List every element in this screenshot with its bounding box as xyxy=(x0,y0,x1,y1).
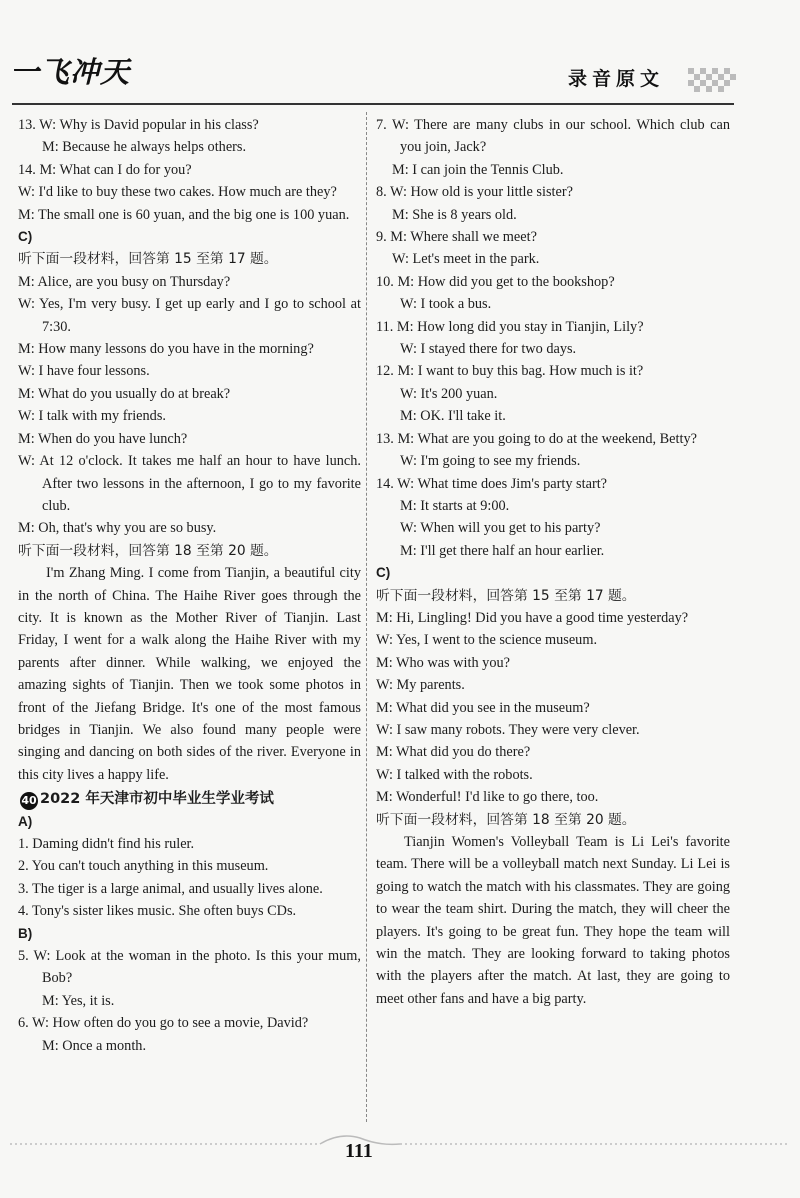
section-number-badge: 40 xyxy=(20,792,38,810)
transcript-line: M: Once a month. xyxy=(42,1037,147,1054)
footer-ornament xyxy=(0,1128,800,1168)
transcript-line: M: She is 8 years old. xyxy=(392,206,517,223)
header-rule xyxy=(12,103,734,105)
transcript-line: M: Hi, Lingling! Did you have a good time yesterday? xyxy=(376,609,689,626)
transcript-line: A) xyxy=(18,813,33,829)
transcript-line: M: Because he always helps others. xyxy=(42,139,247,156)
left-transcript-2 xyxy=(18,811,361,1057)
transcript-line: M: OK. I'll take it. xyxy=(400,408,506,425)
transcript-line: W: I saw many robots. They were very clever. xyxy=(376,721,640,738)
transcript-line: W: When will you get to his party? xyxy=(400,520,601,537)
transcript-line: 5. W: Look at the woman in the photo. Is this your mum, Bob? xyxy=(18,948,361,987)
transcript-line: 8. W: How old is your little sister? xyxy=(376,184,573,201)
transcript-line: I'm Zhang Ming. I come from Tianjin, a beautiful city in the north of China. The Haihe River goes through the city. It is known as the Mother River of Tianjin. Last Friday, I went for a walk along the Haihe River with my parents after dinner. While walking, we enjoyed the amazing sights of Tianjin. Then we took some photos in front of the Jiefang Bridge. It's one of the most famous bridges in Tianjin. We also found many people were singing and dancing on both sides of the river. Everyone in this city lives a happy life. xyxy=(18,565,361,783)
transcript-line: W: Yes, I'm very busy. I get up early and I go to school at 7:30. xyxy=(18,296,361,335)
transcript-line: 14. M: What can I do for you? xyxy=(18,161,192,178)
checker-ornament-icon xyxy=(686,66,736,100)
transcript-line: M: Wonderful! I'd like to go there, too. xyxy=(376,789,599,806)
transcript-line: 听下面一段材料，回答第 15 至第 17 题。 xyxy=(18,251,278,268)
page-header xyxy=(0,0,800,110)
transcript-line: W: I stayed there for two days. xyxy=(400,341,577,358)
exam-section-title xyxy=(18,788,361,810)
transcript-line: W: Let's meet in the park. xyxy=(392,251,540,268)
transcript-line: M: Yes, it is. xyxy=(42,992,115,1009)
right-transcript xyxy=(376,114,730,1010)
transcript-line: W: I talked with the robots. xyxy=(376,766,533,783)
transcript-line: 听下面一段材料，回答第 18 至第 20 题。 xyxy=(376,811,636,828)
transcript-line: W: My parents. xyxy=(376,677,465,694)
transcript-line: 14. W: What time does Jim's party start? xyxy=(376,475,608,492)
transcript-line: 1. Daming didn't find his ruler. xyxy=(18,836,195,852)
transcript-line: 2. You can't touch anything in this museum. xyxy=(18,858,269,875)
transcript-line: M: Who was with you? xyxy=(376,654,510,671)
transcript-line: C) xyxy=(376,565,391,581)
transcript-line: 13. W: Why is David popular in his class? xyxy=(18,117,259,133)
transcript-line: W: I'd like to buy these two cakes. How much are they? xyxy=(18,184,337,201)
transcript-line: W: At 12 o'clock. It takes me half an hour to have lunch. After two lessons in the afternoon, I go to my favorite club. xyxy=(18,453,361,514)
transcript-line: 6. W: How often do you go to see a movie, David? xyxy=(18,1015,309,1032)
transcript-line: C) xyxy=(18,229,33,245)
transcript-line: 11. M: How long did you stay in Tianjin, Lily? xyxy=(376,318,644,335)
transcript-line: W: It's 200 yuan. xyxy=(400,385,498,402)
transcript-line: W: I talk with my friends. xyxy=(18,408,166,425)
transcript-line: 13. M: What are you going to do at the weekend, Betty? xyxy=(376,430,697,447)
transcript-line: M: How many lessons do you have in the morning? xyxy=(18,341,314,358)
transcript-line: 10. M: How did you get to the bookshop? xyxy=(376,273,615,290)
transcript-line: M: The small one is 60 yuan, and the big one is 100 yuan. xyxy=(18,206,350,223)
transcript-line: 12. M: I want to buy this bag. How much is it? xyxy=(376,363,644,380)
transcript-line: M: What did you do there? xyxy=(376,744,531,761)
transcript-line: W: I'm going to see my friends. xyxy=(400,453,581,470)
transcript-line: W: I took a bus. xyxy=(400,296,492,313)
transcript-line: M: I'll get there half an hour earlier. xyxy=(400,542,605,559)
transcript-line: Tianjin Women's Volleyball Team is Li Lei's favorite team. There will be a volleyball match next Sunday. Li Lei is going to watch the match with his classmates. They are going to wear the team shirt. During the match, they will cheer the players. It's going to be great fun. They hope the team will win the match. They are looking forward to taking photos with the players after the match. At last, they are going to meet other fans and have a big party. xyxy=(376,834,730,1007)
exam-title-text: 2022 年天津市初中毕业生学业考试 xyxy=(40,791,274,808)
transcript-line: M: It starts at 9:00. xyxy=(400,497,510,514)
brand-logo: 一飞冲天 xyxy=(10,55,131,89)
transcript-line: W: Yes, I went to the science museum. xyxy=(376,632,598,649)
column-divider xyxy=(366,112,367,1122)
transcript-line: M: What do you usually do at break? xyxy=(18,385,231,402)
left-transcript xyxy=(18,114,361,786)
transcript-line: M: I can join the Tennis Club. xyxy=(392,161,564,178)
transcript-line: 4. Tony's sister likes music. She often buys CDs. xyxy=(18,903,297,920)
transcript-line: W: I have four lessons. xyxy=(18,363,150,380)
transcript-line: M: Oh, that's why you are so busy. xyxy=(18,520,217,537)
section-title: 录音原文 xyxy=(568,68,665,90)
transcript-line: 9. M: Where shall we meet? xyxy=(376,229,537,246)
page-number: 111 xyxy=(345,1140,373,1162)
left-column xyxy=(18,114,361,1057)
transcript-line: 3. The tiger is a large animal, and usually lives alone. xyxy=(18,880,323,897)
transcript-line: M: Alice, are you busy on Thursday? xyxy=(18,273,231,290)
transcript-line: M: When do you have lunch? xyxy=(18,430,188,447)
right-column xyxy=(376,114,730,1010)
transcript-line: M: What did you see in the museum? xyxy=(376,699,590,716)
transcript-line: B) xyxy=(18,925,33,941)
transcript-line: 听下面一段材料，回答第 18 至第 20 题。 xyxy=(18,542,278,559)
transcript-line: 听下面一段材料，回答第 15 至第 17 题。 xyxy=(376,587,636,604)
transcript-line: 7. W: There are many clubs in our school. Which club can you join, Jack? xyxy=(376,117,730,156)
